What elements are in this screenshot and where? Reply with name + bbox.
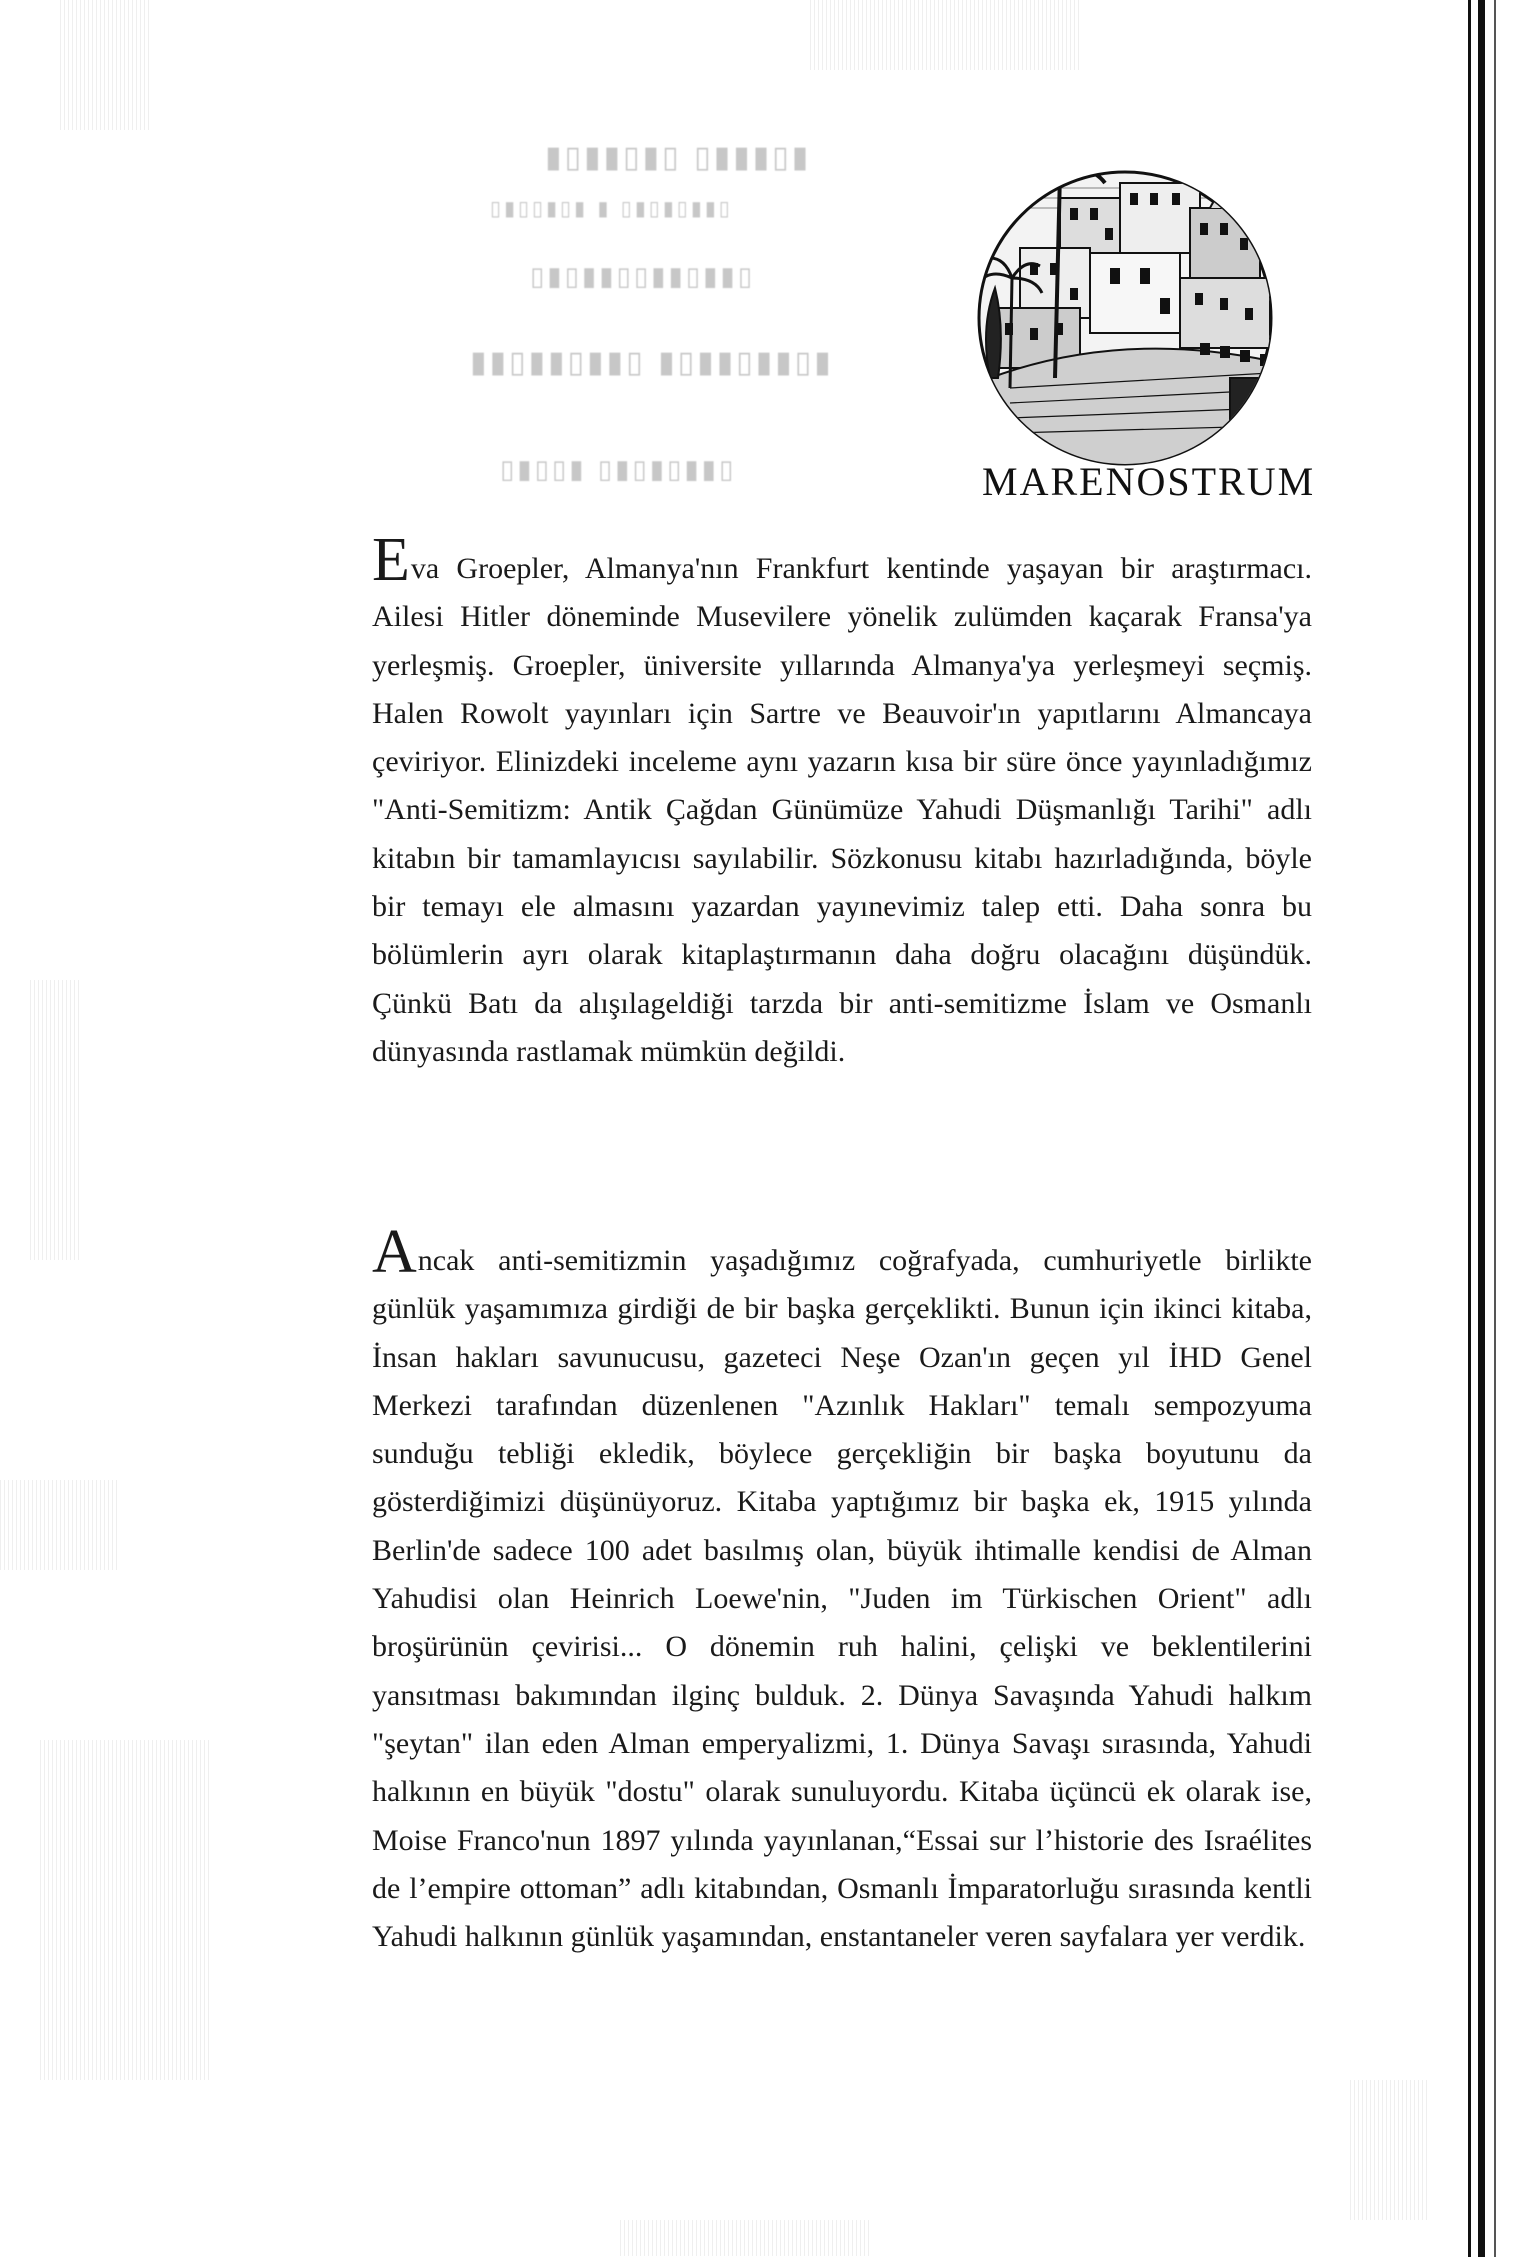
paragraph-2 xyxy=(372,1218,1312,1961)
bleed-through-line-3: ▯▮▯▮▮▯▯▮▮▯▮▮▯ xyxy=(530,262,755,292)
scan-noise-right-bottom xyxy=(1350,2080,1430,2220)
scan-noise-left-mid2 xyxy=(0,1480,120,1570)
paragraph-2-text: ncak anti-semitizmin yaşadığımız coğrafyada, cumhuriyetle birlikte günlük yaşamımıza girdiği de bir başka gerçeklikti. Bunun için ikinci kitaba, İnsan hakları savunucusu, gazeteci Neşe Ozan'ın geçen yıl İHD Genel Merkezi tarafından düzenlenen "Azınlık Hakları" temalı sempozyuma sunduğu tebliği ekledik, böylece gerçekliğin bir başka boyutunu da gösterdiğimizi düşünüyoruz. Kitaba yaptığımız bir başka ek, 1915 yılında Berlin'de sadece 100 adet basılmış olan, büyük ihtimalle kendisi de Alman Yahudisi olan Heinrich Loewe'nin, "Juden im Türkischen Orient" adlı broşürünün çevirisi... O dönemin ruh halini, çelişki ve beklentilerini yansıtması bakımından ilginç bulduk. 2. Dünya Savaşında Yahudi halkım "şeytan" ilan eden Alman emperyalizmi, 1. Dünya Savaşı sırasında, Yahudi halkının en büyük "dostu" olarak sunuluyordu. Kitaba üçüncü ek olarak ise, Moise Franco'nun 1897 yılında yayınlanan,“Essai sur l’historie des Israélites de l’empire ottoman” adlı kitabından, Osmanlı İmparatorluğu sırasında kentli Yahudi halkının günlük yaşamından, enstantaneler veren sayfalara yer verdik. xyxy=(372,1244,1312,1954)
book-edge-line-2 xyxy=(1478,0,1485,2257)
bleed-through-line-4: ▮▮▯▮▮▯▮▮▯ ▮▯▮▮▯▮▮▯▮ xyxy=(470,345,834,380)
city-illustration-icon xyxy=(950,128,1300,478)
paragraph-1-text: va Groepler, Almanya'nın Frankfurt kentinde yaşayan bir araştırmacı. Ailesi Hitler döneminde Musevilere yönelik zulümden kaçarak Fransa'ya yerleşmiş. Groepler, üniversite yıllarında Almanya'ya yerleşmeyi seçmiş. Halen Rowolt yayınları için Sartre ve Beauvoir'ın yapıtlarını Almancaya çeviriyor. Elinizdeki inceleme aynı yazarın kısa bir süre önce yayınladığımız "Anti-Semitizm: Antik Çağdan Günümüze Yahudi Düşmanlığı Tarihi" adlı kitabın bir tamamlayıcısı sayılabilir. Sözkonusu kitabı hazırladığında, böyle bir temayı ele almasını yazardan yayınevimiz talep etti. Daha sonra bu bölümlerin ayrı olarak kitaplaştırmanın daha doğru olacağını düşündük. Çünkü Batı da alışılageldiği tarzda bir anti-semitizme İslam ve Osmanlı dünyasında rastlamak mümkün değildi. xyxy=(372,552,1312,1068)
scan-noise-top xyxy=(810,0,1080,70)
scan-noise-bottom xyxy=(620,2220,870,2256)
bleed-through-line-1: ▮▯▮▮▯▮▯ ▯▮▮▮▯▮ xyxy=(545,140,812,175)
bleed-through-line-2: ▯▮▯▯▮▯▮ ▮ ▯▮▯▮▯▮▮▯ xyxy=(490,196,733,220)
bleed-through-line-5: ▯▮▯▯▮ ▯▮▯▮▯▮▮▯ xyxy=(500,455,737,485)
book-edge-line-1 xyxy=(1468,0,1471,2257)
dropcap-2: A xyxy=(372,1218,417,1286)
paragraph-1 xyxy=(372,526,1312,1076)
publisher-name: MARENOSTRUM xyxy=(982,459,1316,504)
book-edge-line-3 xyxy=(1494,0,1496,2257)
scan-noise-left-mid xyxy=(30,980,80,1260)
scan-noise-left-low xyxy=(40,1740,210,2080)
dropcap-1: E xyxy=(372,526,410,594)
scan-noise-left-top xyxy=(60,0,150,130)
